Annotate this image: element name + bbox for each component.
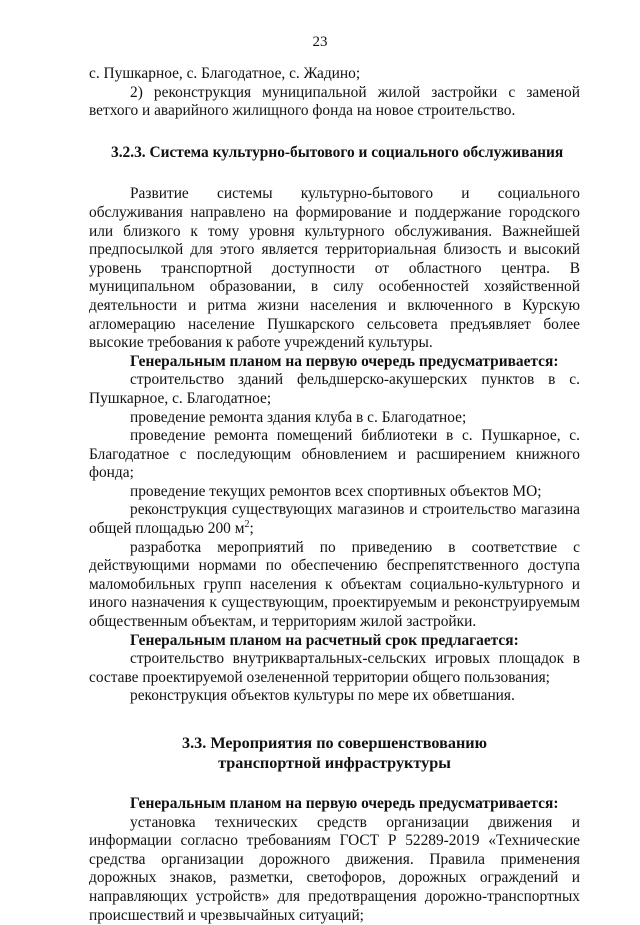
first-stage-title: Генеральным планом на первую очередь предусматривается: [130, 352, 559, 370]
paragraph: с. Пушкарное, с. Благодатное, с. Жадино; [89, 65, 361, 82]
list-item: проведение ремонта помещений библиотеки в с. Пушкарное, с. Благодатное с последующим обновлением и расширением книжного фонда; [89, 427, 580, 482]
list-item: реконструкция объектов культуры по мере их обветшания. [130, 687, 515, 705]
list-item: установка технических средств организации движения и информации согласно требованиям ГОСТ Р 52289-2019 «Технические средства организации дорожного движения. Правила применения дорожных знаков, разметки, светофоров, дорожных ограждений и направляющих устройств» для предотвращения дорожно-транспортных происшествий и чрезвычайных ситуаций; [89, 813, 580, 924]
list-item: строительство внутриквартальных-сельских игровых площадок в составе проектируемой озелененной территории общего пользования; [89, 650, 580, 686]
first-stage-title: Генеральным планом на первую очередь предусматривается: [130, 795, 559, 812]
list-item: проведение ремонта здания клуба в с. Благодатное; [130, 408, 467, 426]
list-item-text: реконструкция существующих магазинов и строительство магазина общей площадью 200 м [89, 501, 580, 538]
paragraph: 2) реконструкция муниципальной жилой застройки с заменой ветхого и аварийного жилищного фонда на новое строительство. [89, 83, 580, 120]
list-item [89, 501, 580, 538]
list-item: проведение текущих ремонтов всех спортивных объектов МО; [130, 482, 542, 500]
calc-stage-title: Генеральным планом на расчетный срок предлагается: [130, 631, 519, 649]
list-item: разработка мероприятий по приведению в соответствие с действующими нормами по обеспечению беспрепятственного доступа маломобильных групп населения к объектам социально-культурного и иного назначения к существующим, проектируемым и реконструируемым общественным объектам, и территориям жилой застройки. [89, 538, 580, 631]
section-heading-3-3 [89, 733, 580, 773]
page-number: 23 [312, 34, 328, 50]
page-content [89, 65, 580, 925]
superscript: 2 [244, 518, 250, 530]
section-heading-3-2-3: 3.2.3. Система культурно-бытового и социального обслуживания [111, 143, 564, 161]
list-item: строительство зданий фельдшерско-акушерских пунктов в с. Пушкарное, с. Благодатное; [89, 371, 580, 407]
paragraph-intro: Развитие системы культурно-бытового и социального обслуживания направлено на формирование и поддержание городского или близкого к тому уровня культурного обслуживания. Важнейшей предпосылкой для этого является территориальная близость и высокий уровень транспортной доступности от областного центра. В муниципальном образовании, в силу особенностей хозяйственной деятельности и ритма жизни населения и включенного в Курскую агломерацию население Пушкарского сельсовета предъявляет более высокие требования к работе учреждений культуры. [89, 185, 580, 352]
list-item-end: ; [249, 520, 254, 538]
heading-line: транспортной инфраструктуры [218, 754, 451, 772]
heading-line: 3.3. Мероприятия по совершенствованию [182, 734, 487, 752]
